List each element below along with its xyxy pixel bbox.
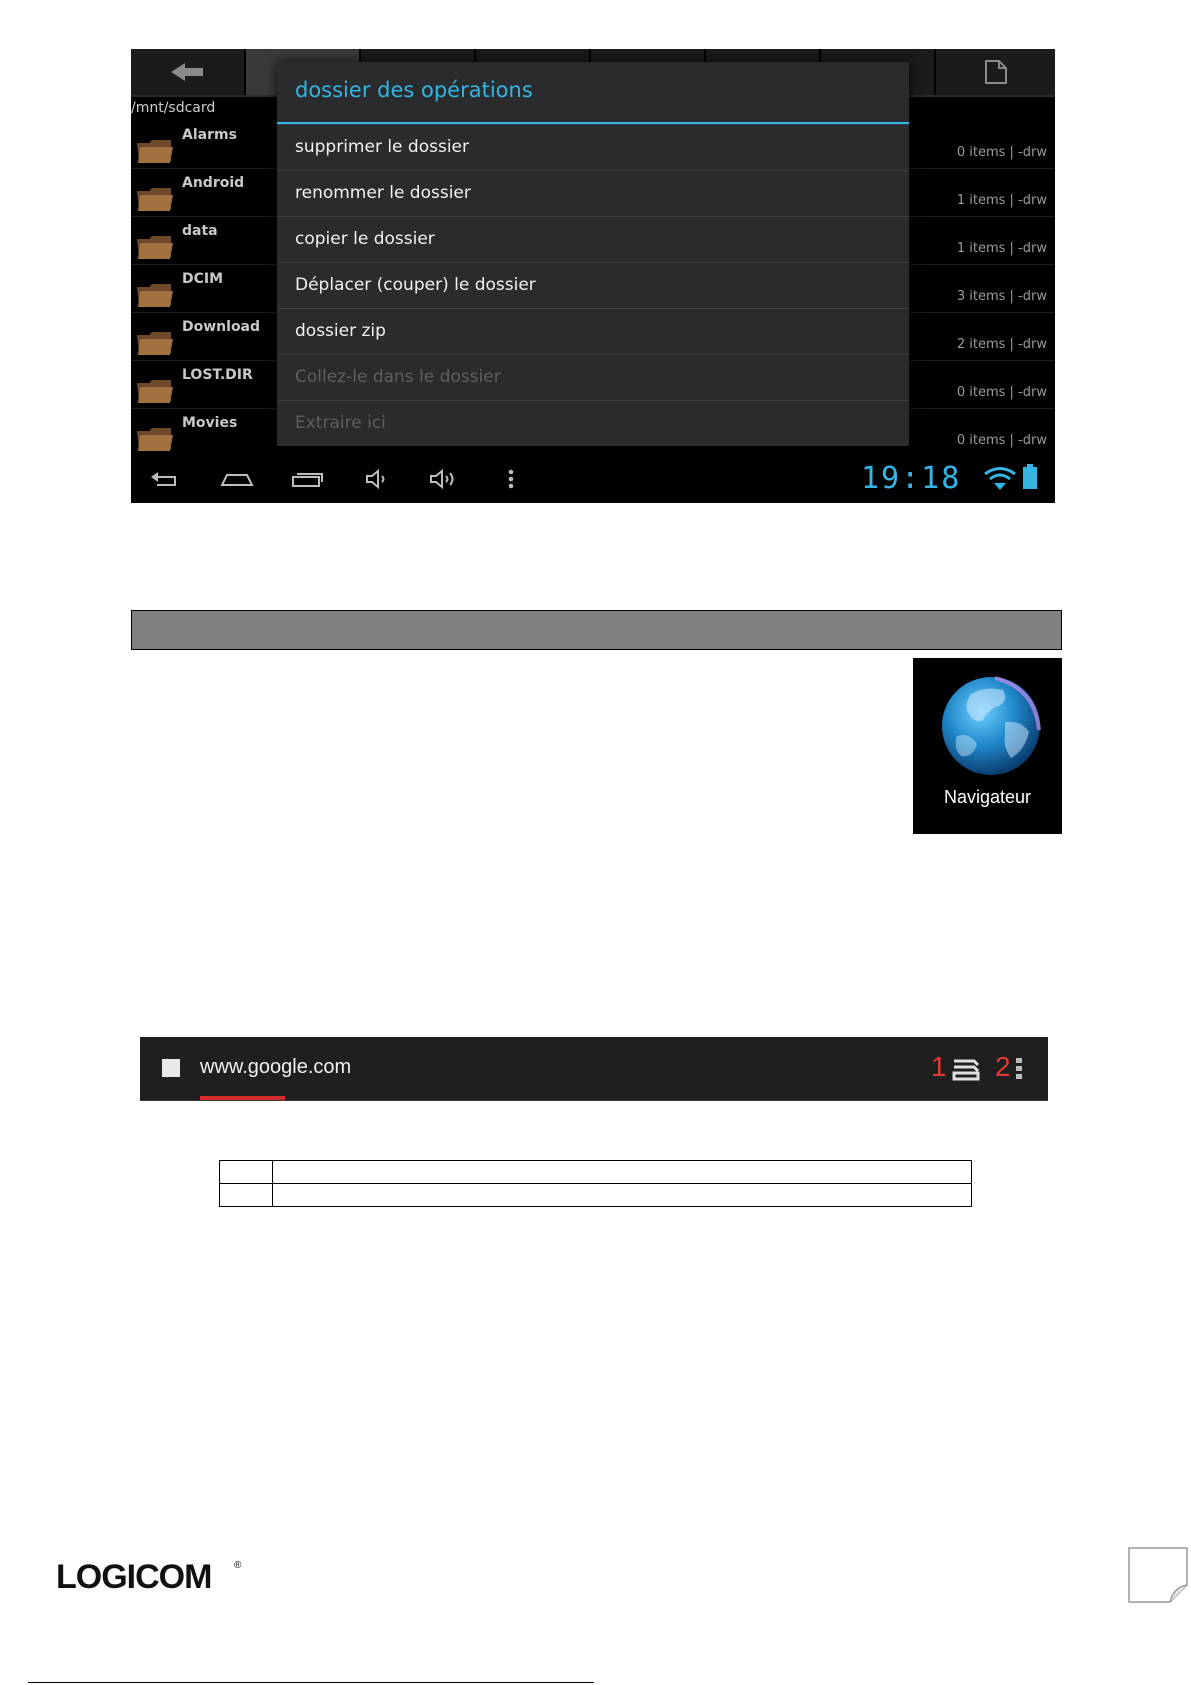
- table-row: [220, 1161, 972, 1184]
- table-cell: [220, 1184, 273, 1207]
- folder-meta: 2 items | -drw: [956, 337, 1047, 352]
- document-icon: [936, 49, 1055, 95]
- table-cell: [220, 1161, 273, 1184]
- back-button[interactable]: [131, 49, 246, 95]
- table-cell: [273, 1184, 972, 1207]
- folder-name: data: [182, 223, 218, 239]
- menu-item-label: renommer le dossier: [295, 183, 471, 203]
- new-file-button[interactable]: [936, 49, 1055, 95]
- battery-icon: [1021, 463, 1039, 491]
- file-manager-screenshot: [131, 49, 1055, 503]
- folder-icon: [137, 283, 173, 307]
- status-clock: 19:18: [861, 461, 962, 496]
- menu-item-move-folder[interactable]: [277, 262, 909, 309]
- dialog-title: dossier des opérations: [295, 78, 533, 102]
- menu-item-label: Déplacer (couper) le dossier: [295, 275, 536, 295]
- menu-item-zip-folder[interactable]: [277, 308, 909, 355]
- favicon-icon: [162, 1059, 180, 1077]
- folder-meta: 0 items | -drw: [956, 385, 1047, 400]
- menu-item-label: copier le dossier: [295, 229, 435, 249]
- folder-name: Alarms: [182, 127, 237, 143]
- footer-divider: [28, 1682, 594, 1683]
- home-icon[interactable]: [219, 467, 255, 491]
- menu-item-copy-folder[interactable]: [277, 216, 909, 263]
- folder-name: Download: [182, 319, 261, 335]
- folder-icon: [137, 235, 173, 259]
- folder-name: Android: [182, 175, 245, 191]
- svg-text:LOGICOM: LOGICOM: [56, 1558, 212, 1596]
- menu-item-label: supprimer le dossier: [295, 137, 470, 157]
- tabs-icon[interactable]: [952, 1057, 980, 1081]
- menu-dots-icon[interactable]: [505, 467, 517, 491]
- folder-name: DCIM: [182, 271, 224, 287]
- table-row: [220, 1184, 972, 1207]
- volume-down-icon[interactable]: [363, 467, 393, 491]
- folder-meta: 0 items | -drw: [956, 433, 1047, 448]
- current-path: /mnt/sdcard: [131, 100, 216, 116]
- marker-1: 1: [931, 1051, 947, 1082]
- page-number-box-icon: [1128, 1547, 1188, 1603]
- browser-address-bar-screenshot: [140, 1037, 1048, 1101]
- page-load-progress: [200, 1096, 285, 1100]
- menu-item-label: Collez-le dans le dossier: [295, 367, 501, 387]
- back-arrow-icon: [131, 49, 244, 95]
- folder-operations-dialog: [277, 62, 909, 446]
- menu-item-extract-here: [277, 400, 909, 447]
- menu-dots-icon[interactable]: [1014, 1056, 1024, 1082]
- folder-meta: 3 items | -drw: [956, 289, 1047, 304]
- folder-meta: 1 items | -drw: [956, 241, 1047, 256]
- menu-item-delete-folder[interactable]: [277, 124, 909, 171]
- back-icon[interactable]: [149, 467, 183, 491]
- folder-name: LOST.DIR: [182, 367, 253, 383]
- legend-table: [219, 1160, 972, 1207]
- marker-2: 2: [995, 1051, 1011, 1082]
- menu-item-paste-into-folder: [277, 354, 909, 401]
- table-cell: [273, 1161, 972, 1184]
- globe-icon: [913, 666, 1062, 786]
- folder-meta: 0 items | -drw: [956, 145, 1047, 160]
- folder-icon: [137, 139, 173, 163]
- folder-icon: [137, 187, 173, 211]
- svg-text:®: ®: [234, 1560, 242, 1571]
- menu-item-label: Extraire ici: [295, 413, 386, 433]
- logicom-logo: [56, 1556, 246, 1596]
- volume-up-icon[interactable]: [427, 467, 463, 491]
- navigateur-app-icon[interactable]: [913, 658, 1062, 834]
- folder-icon: [137, 331, 173, 355]
- wifi-icon: [983, 465, 1017, 491]
- folder-meta: 1 items | -drw: [956, 193, 1047, 208]
- section-heading-bar: [131, 610, 1062, 650]
- app-label: Navigateur: [943, 787, 1032, 807]
- recent-apps-icon[interactable]: [289, 467, 325, 491]
- menu-item-rename-folder[interactable]: [277, 170, 909, 217]
- folder-icon: [137, 379, 173, 403]
- system-navigation-bar: [131, 455, 1055, 503]
- menu-item-label: dossier zip: [295, 321, 386, 341]
- folder-icon: [137, 427, 173, 451]
- folder-name: Movies: [182, 415, 238, 431]
- url-field[interactable]: www.google.com: [200, 1056, 352, 1078]
